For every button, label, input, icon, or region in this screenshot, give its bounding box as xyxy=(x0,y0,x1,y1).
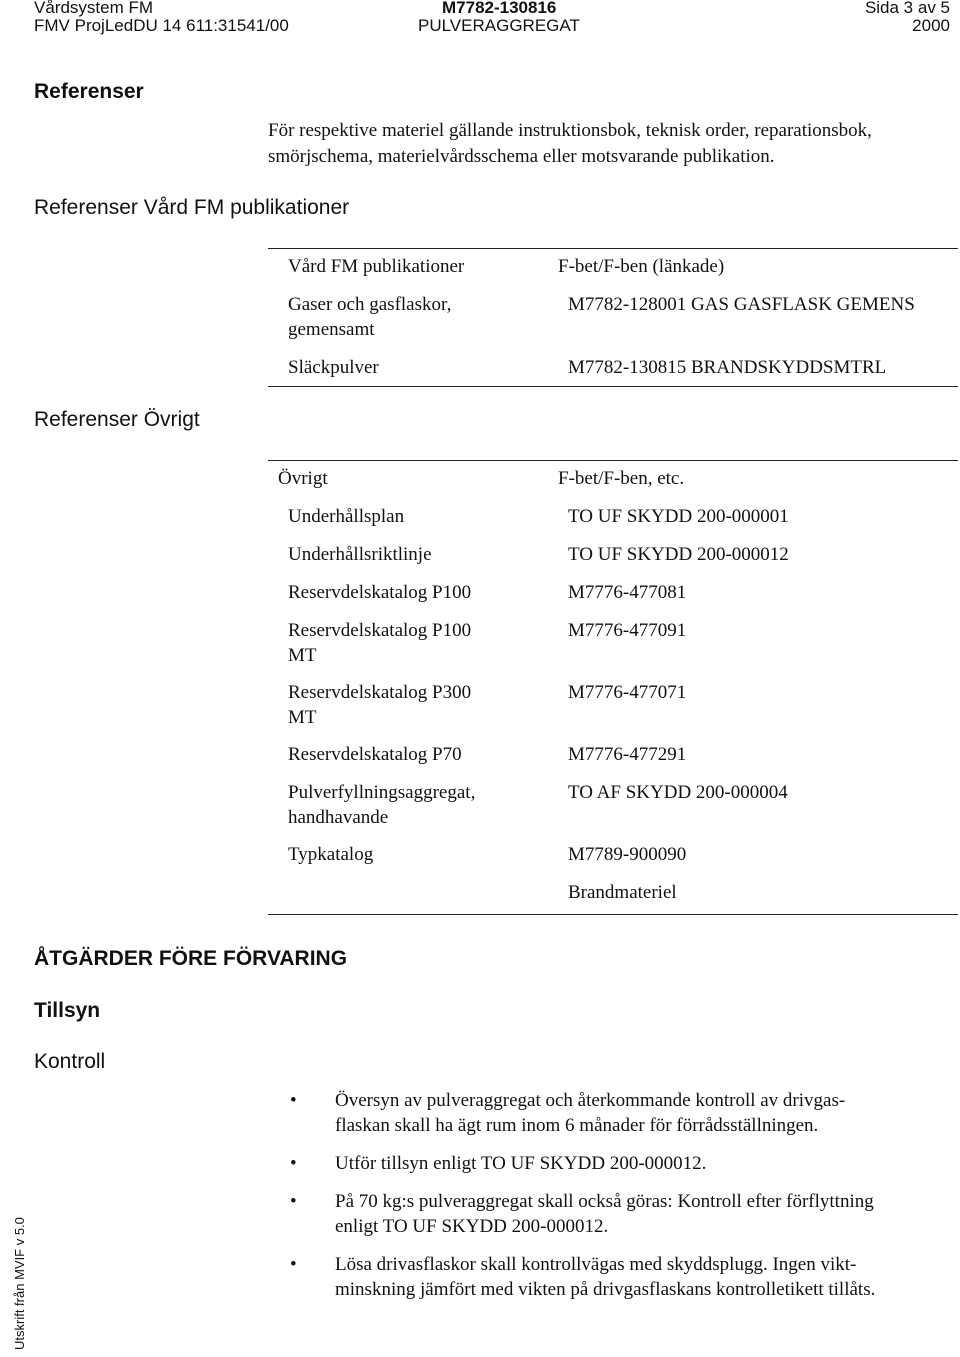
tillsyn-heading: Tillsyn xyxy=(34,999,101,1022)
referenser-heading: Referenser xyxy=(34,80,144,103)
print-source-note: Utskrift från MVIF v 5.0 xyxy=(12,1217,27,1350)
table-row xyxy=(268,504,958,542)
bullet-icon: • xyxy=(290,1090,297,1111)
bullet-icon: • xyxy=(290,1254,297,1275)
ovrigt-header-row xyxy=(268,466,958,504)
bullet-text: På 70 kg:s pulveraggregat skall också göras: Kontroll efter förflyttning xyxy=(335,1191,874,1212)
bullet-text: Översyn av pulveraggregat och återkommande kontroll av drivgas- xyxy=(335,1090,846,1111)
vard-fm-table-bottom-rule xyxy=(268,386,958,387)
ovrigt-row-name: Pulverfyllningsaggregat, xyxy=(288,782,476,803)
ovrigt-row-name: Reservdelskatalog P70 xyxy=(288,744,462,765)
ovrigt-heading: Referenser Övrigt xyxy=(34,408,200,431)
ovrigt-row-ref: TO UF SKYDD 200-000012 xyxy=(568,544,789,565)
atgarder-heading: ÅTGÄRDER FÖRE FÖRVARING xyxy=(34,947,348,970)
table-row xyxy=(268,580,958,618)
vard-fm-row-ref[interactable]: M7782-128001 GAS GASFLASK GEMENS xyxy=(568,294,915,315)
list-item xyxy=(290,1088,955,1138)
ovrigt-row-name: Underhållsriktlinje xyxy=(288,544,432,565)
ovrigt-row-ref: M7776-477291 xyxy=(568,744,687,765)
table-row xyxy=(268,542,958,580)
header-system-name: Vårdsystem FM xyxy=(34,0,154,17)
ovrigt-col2-header: F-bet/F-ben, etc. xyxy=(558,468,685,489)
vard-fm-header-row xyxy=(268,254,958,292)
ovrigt-row-name: Underhållsplan xyxy=(288,506,405,527)
table-row xyxy=(268,680,958,742)
vard-fm-col1-header: Vård FM publikationer xyxy=(288,256,465,277)
vard-fm-row-ref[interactable]: M7782-130815 BRANDSKYDDSMTRL xyxy=(568,357,887,378)
kontroll-heading: Kontroll xyxy=(34,1050,106,1073)
ovrigt-row-ref: M7776-477081 xyxy=(568,582,687,603)
ovrigt-row-name-cont: MT xyxy=(288,645,317,666)
table-row xyxy=(268,780,958,842)
referenser-text-line-2: smörjschema, materielvårdsschema eller motsvarande publikation. xyxy=(268,146,775,167)
bullet-text: Utför tillsyn enligt TO UF SKYDD 200-000012. xyxy=(335,1153,707,1174)
bullet-text: Lösa drivasflaskor skall kontrollvägas med skyddsplugg. Ingen vikt- xyxy=(335,1254,857,1275)
vard-fm-table-top-rule xyxy=(268,248,958,249)
kontroll-bullet-list xyxy=(290,1088,955,1315)
ovrigt-row-name: Reservdelskatalog P100 xyxy=(288,582,472,603)
vard-fm-row-name: Släckpulver xyxy=(288,357,379,378)
ovrigt-row-ref: M7776-477071 xyxy=(568,682,687,703)
list-item xyxy=(290,1151,955,1176)
ovrigt-row-ref: TO UF SKYDD 200-000001 xyxy=(568,506,789,527)
header-document-title: PULVERAGGREGAT xyxy=(418,16,580,35)
table-row xyxy=(268,742,958,780)
vard-fm-row-name-cont: gemensamt xyxy=(288,319,375,340)
ovrigt-row-name: Reservdelskatalog P100 xyxy=(288,620,472,641)
ovrigt-table-top-rule xyxy=(268,460,958,461)
table-row xyxy=(268,842,958,880)
header-document-number: M7782-130816 xyxy=(442,0,557,17)
ovrigt-row-name: Typkatalog xyxy=(288,844,374,865)
ovrigt-table-bottom-rule xyxy=(268,914,958,915)
list-item xyxy=(290,1252,955,1302)
header-year: 2000 xyxy=(912,16,950,35)
ovrigt-row-name-cont: MT xyxy=(288,707,317,728)
ovrigt-row-ref: TO AF SKYDD 200-000004 xyxy=(568,782,788,803)
table-row xyxy=(268,618,958,680)
bullet-icon: • xyxy=(290,1153,297,1174)
header-project-id: FMV ProjLedDU 14 611:31541/00 xyxy=(34,16,289,35)
bullet-text-cont: flaskan skall ha ägt rum inom 6 månader för förrådsställningen. xyxy=(335,1115,819,1136)
ovrigt-row-ref: M7776-477091 xyxy=(568,620,687,641)
ovrigt-row-ref: M7789-900090 xyxy=(568,844,687,865)
ovrigt-row-name-cont: handhavande xyxy=(288,807,389,828)
ovrigt-col1-header: Övrigt xyxy=(278,468,328,489)
vard-fm-table xyxy=(268,254,958,380)
list-item xyxy=(290,1189,955,1239)
table-row xyxy=(268,880,958,905)
bullet-text-cont: enligt TO UF SKYDD 200-000012. xyxy=(335,1216,609,1237)
table-row xyxy=(268,355,958,380)
bullet-text-cont: minskning jämfört med vikten på drivgasflaskans kontrolletikett tillåts. xyxy=(335,1279,876,1300)
ovrigt-row-name: Reservdelskatalog P300 xyxy=(288,682,472,703)
table-row xyxy=(268,292,958,355)
ovrigt-row-ref: Brandmateriel xyxy=(568,882,677,903)
bullet-icon: • xyxy=(290,1191,297,1212)
header-page-number: Sida 3 av 5 xyxy=(864,0,950,17)
vard-fm-col2-header: F-bet/F-ben (länkade) xyxy=(558,256,725,277)
referenser-text-line-1: För respektive materiel gällande instruktionsbok, teknisk order, reparationsbok, xyxy=(268,120,872,141)
vard-fm-row-name: Gaser och gasflaskor, xyxy=(288,294,452,315)
ovrigt-table xyxy=(268,466,958,905)
vard-fm-heading: Referenser Vård FM publikationer xyxy=(34,196,350,219)
